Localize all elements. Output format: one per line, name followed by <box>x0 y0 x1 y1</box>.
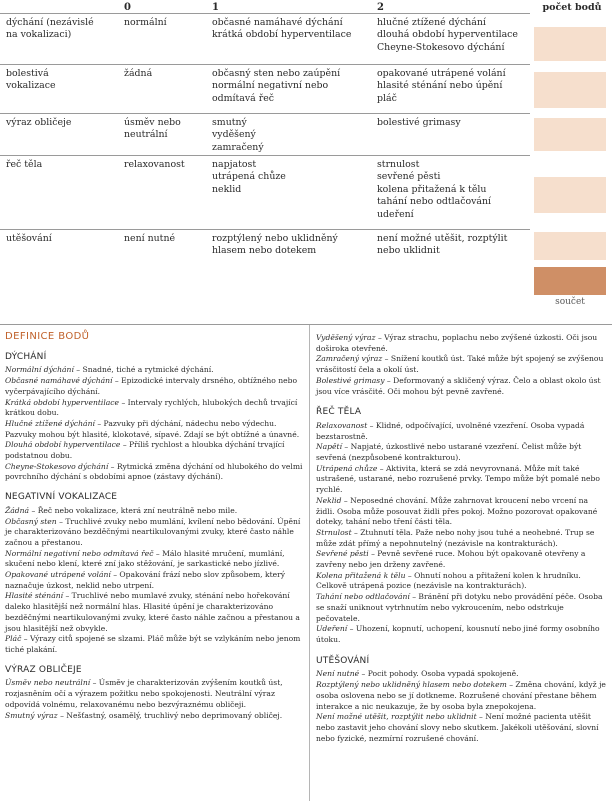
section-heading-negativni-vokalizace: NEGATIVNÍ VOKALIZACE <box>5 492 118 503</box>
definition-entry <box>5 506 305 517</box>
row-score-2: bolestivé grimasy <box>377 117 461 128</box>
definition-text: – Ztuhnutí těla. Paže nebo nohy jsou tuhé a neohebné. Trup se může zdát přímý a nepohnutelný (nezávisle na kontrakturách). <box>316 527 595 548</box>
definition-entry <box>5 376 305 397</box>
definition-entry <box>5 634 305 655</box>
painad-table <box>0 0 612 315</box>
table-row <box>0 229 530 264</box>
definition-text: – Pevně sevřené ruce. Mohou být opakovaně otevřeny a zavřeny nebo jen drženy zavřené. <box>316 549 586 570</box>
definition-text: – Opakování frází nebo slov způsobem, který naznačuje úzkost, neklid nebo utrpení. <box>5 570 286 590</box>
definition-text: – Výrazy citů spojené se slzami. Pláč může být se vzlykáním nebo jenom tiché plakání. <box>5 634 301 654</box>
definition-text: – Napjaté, úzkostlivé nebo ustarané vzezření. Čelist může být sevřená (nezpůsobené kontrakturou). <box>316 442 582 463</box>
definition-text: – Epizodické intervaly drsného, obtížného nebo vyčerpávajícího dýchání. <box>5 376 298 396</box>
definition-entry <box>5 398 305 419</box>
definition-entry <box>5 517 305 549</box>
definition-entry <box>316 624 607 645</box>
definition-term: Není nutné <box>316 669 360 679</box>
definition-text: – Pocit pohody. Osoba vypadá spokojeně. <box>359 669 519 679</box>
definition-text: – Deformovaný a skličený výraz. Čelo a oblast okolo úst jsou více vrásčité. Oči mohou být pevně zavřené. <box>316 375 601 396</box>
definition-text: – Neposedné chování. Může zahrnovat kroucení nebo vrcení na židli. Osoba může posouvat židli přes pokoj. Možno pozorovat opakované doteky, tahání nebo tření části těla. <box>316 495 598 527</box>
definition-entry <box>5 678 305 710</box>
section-heading-utesovani: UTĚŠOVÁNÍ <box>316 655 370 666</box>
definition-term: Smutný výraz <box>5 710 58 720</box>
definition-entry <box>316 442 607 463</box>
definition-text: – Rytmická změna dýchání od hlubokého do velmi povrchního dýchání s obdobími apnoe (zástavy dýchání). <box>5 461 303 482</box>
definition-term: Hlučné ztížené dýchání <box>5 418 95 428</box>
header-points: počet bodů <box>542 2 602 13</box>
definition-entry <box>5 591 305 634</box>
row-score-1: napjatost utrápená chůze neklid <box>212 159 286 195</box>
definition-term: Rozptýlený nebo uklidněný hlasem nebo dotekem <box>316 680 507 690</box>
total-label: součet <box>555 297 585 307</box>
definition-term: Žádná <box>5 505 30 515</box>
definition-term: Úsměv nebo neutrální <box>5 678 91 688</box>
row-score-1: smutný vyděšený zamračený <box>212 117 264 153</box>
table-row <box>0 64 530 114</box>
definition-entry <box>316 421 607 442</box>
row-score-2: hlučné ztížené dýchání dlouhá období hyperventilace Cheyne-Stokesovo dýchání <box>377 17 518 53</box>
column-divider <box>309 325 310 801</box>
table-row <box>0 155 530 230</box>
definition-entry <box>316 354 607 375</box>
definition-text: – Bránění při dotyku nebo provádění péče. Osoba se snaží uniknout vytrhnutím nebo vykroucením, nebo odstrkuje pečovatele. <box>316 592 603 623</box>
definitions-panel <box>0 324 612 801</box>
definitions-title: DEFINICE BODŮ <box>5 331 90 342</box>
definition-entry <box>5 419 305 440</box>
definition-term: Krátká období hyperventilace <box>5 397 120 407</box>
section-heading-dychani: DÝCHÁNÍ <box>5 351 47 362</box>
row-score-1: rozptýlený nebo uklidněný hlasem nebo dotekem <box>212 233 338 257</box>
definition-term: Pláč <box>5 634 22 644</box>
header-score-1: 1 <box>212 2 219 13</box>
row-score-1: občasný sten nebo zaúpění normální negativní nebo odmítavá řeč <box>212 68 341 104</box>
definition-term: Bolestivé grimasy <box>316 375 385 385</box>
score-box[interactable] <box>534 177 606 213</box>
definition-term: Udeření <box>316 624 348 634</box>
header-score-2: 2 <box>377 2 384 13</box>
row-label: utěšování <box>6 233 52 244</box>
definitions-right-column <box>316 325 607 744</box>
row-score-2: opakované utrápené volání hlasité sténání nebo úpění pláč <box>377 68 506 104</box>
definition-text: – Truchlivé nebo mumlavé zvuky, sténání nebo hořekování daleko hlasitější než normální hlas. Hlasité úpění je charakterizováno bezděčnými neartikulovanými zvuky, které často náhle začnou a přestanou a jsou hlasitější než obvykle. <box>5 591 300 633</box>
section-heading-rec-tela: ŘEČ TĚLA <box>316 407 362 418</box>
row-label: výraz obličeje <box>6 117 72 128</box>
row-label: bolestivá vokalizace <box>6 68 56 92</box>
definition-term: Vyděšený výraz <box>316 333 376 342</box>
definition-entry <box>316 571 607 592</box>
row-score-0: normální <box>124 17 167 28</box>
definition-term: Neklid <box>316 495 342 505</box>
definition-text: – Nešťastný, osamělý, truchlivý nebo deprimovaný obličej. <box>57 710 283 720</box>
definition-text: – Změna chování, když je osoba oslovena nebo se jí dotkneme. Rozrušené chování přestane během interakce a nic neukazuje, že by osoba byla znepokojena. <box>316 680 606 711</box>
definition-term: Není možné utěšit, rozptýlit nebo uklidnit <box>316 712 477 722</box>
definition-term: Občasný sten <box>5 516 57 526</box>
definition-term: Tahání nebo odtlačování <box>316 592 410 602</box>
definition-text: – Klidné, odpočívající, uvolněné vzezření. Osoba vypadá bezstarostně. <box>316 420 585 441</box>
definition-entry <box>316 464 607 496</box>
definition-term: Sevřené pěsti <box>316 549 369 559</box>
definition-term: Normální dýchání <box>5 365 74 375</box>
definition-term: Strnulost <box>316 527 352 537</box>
score-box[interactable] <box>534 72 606 108</box>
definition-entry <box>5 570 305 591</box>
definition-text: – Úsměv je charakterizován zvýšením koutků úst, rozjasněním očí a výrazem požitku nebo spokojenosti. Neutrální výraz odpovídá volnému, relaxovanému nebo bezvýraznému obličeji. <box>5 678 283 709</box>
total-score-box[interactable] <box>534 267 606 295</box>
definition-term: Normální negativní nebo odmítavá řeč <box>5 548 154 558</box>
definition-term: Utrápená chůze <box>316 463 378 473</box>
row-score-2: není možné utěšit, rozptýlit nebo uklidnit <box>377 233 508 257</box>
score-box[interactable] <box>534 232 606 260</box>
definition-term: Dlouhá období hyperventilace <box>5 440 121 450</box>
score-box[interactable] <box>534 27 606 61</box>
definition-entry <box>5 549 305 570</box>
definition-text: – Snížení koutků úst. Také může být spojený se zvýšenou vrásčitostí čela a okolí úst. <box>316 354 604 375</box>
definition-text: – Příliš rychlost a hloubka dýchání trvající podstatnou dobu. <box>5 440 285 461</box>
definition-text: – Pazvuky při dýchání, nádechu nebo výdechu. Pazvuky mohou být hlasité, klokotavé, sípavé. Zdají se být obtížné a únavné. <box>5 418 300 439</box>
definition-entry <box>316 669 607 680</box>
definition-entry <box>5 365 305 376</box>
definition-term: Cheyne-Stokesovo dýchání <box>5 461 109 471</box>
row-label: dýchání (nezávislé na vokalizaci) <box>6 17 94 41</box>
definition-entry <box>316 592 607 624</box>
row-label: řeč těla <box>6 159 43 170</box>
definition-text: – Výraz strachu, poplachu nebo zvýšené úzkosti. Oči jsou doširoka otevřené. <box>316 333 598 353</box>
table-row <box>0 13 530 65</box>
row-score-0: relaxovanost <box>124 159 185 170</box>
definition-term: Kolena přitažená k tělu <box>316 570 406 580</box>
row-score-2: strnulost sevřené pěsti kolena přitažená k tělu tahání nebo odtlačování udeření <box>377 159 492 220</box>
definition-text: – Není možné pacienta utěšit nebo zastavit jeho chování slovy nebo skutkem. Jakékoli utěšování, slovní nebo fyzické, nezmírní rozrušené chování. <box>316 712 599 743</box>
definition-entry <box>316 712 607 744</box>
definition-entry <box>316 333 607 354</box>
definition-term: Hlasité sténání <box>5 591 64 601</box>
table-row <box>0 113 530 156</box>
definition-text: – Málo hlasité mručení, mumlání, skučení nebo klení, které zní jako stěžování, je sarkastické nebo jízlivé. <box>5 548 285 569</box>
header-score-0: 0 <box>124 2 131 13</box>
definition-text: – Aktivita, která se zdá nevyrovnaná. Může mít také ustrašené, ustarané, nebo rozrušené prvky. Tempo může být pomalé nebo rychlé. <box>316 463 600 495</box>
row-score-1: občasné namáhavé dýchání krátká období hyperventilace <box>212 17 352 41</box>
definition-term: Zamračený výraz <box>316 354 383 364</box>
definition-term: Opakované utrápené volání <box>5 570 111 580</box>
definition-text: – Uhození, kopnutí, uchopení, kousnutí nebo jiné formy osobního útoku. <box>316 624 600 644</box>
definition-entry <box>316 528 607 549</box>
definition-term: Občasné namáhavé dýchání <box>5 376 113 386</box>
definition-term: Napětí <box>316 442 343 452</box>
definition-text: – Truchlivé zvuky nebo mumlání, kvílení nebo bědování. Úpění je charakterizováno bezděčnými neartikulovanými zvuky, které často náhle začnou a přestanou. <box>5 516 301 547</box>
definition-text: – Snadné, tiché a rytmické dýchání. <box>73 365 214 375</box>
row-score-0: není nutné <box>124 233 176 244</box>
definition-text: – Řeč nebo vokalizace, která zní neutrálně nebo mile. <box>29 505 238 515</box>
definition-entry <box>5 440 305 461</box>
definitions-left-column <box>5 325 305 721</box>
definition-text: – Ohnutí nohou a přitažení kolen k hrudníku. Celkově utrápená pozice (nezávisle na kontrakturách). <box>316 570 581 591</box>
definition-entry <box>316 496 607 528</box>
definition-entry <box>316 549 607 570</box>
definition-entry <box>5 462 305 483</box>
definition-text: – Intervaly rychlých, hlubokých dechů trvající krátkou dobu. <box>5 397 298 418</box>
definition-entry <box>5 711 305 722</box>
row-score-0: žádná <box>124 68 153 79</box>
definition-entry <box>316 376 607 397</box>
section-heading-vyraz-obliceje: VÝRAZ OBLIČEJE <box>5 664 82 675</box>
definition-entry <box>316 680 607 712</box>
definition-term: Relaxovanost <box>316 420 368 430</box>
score-box[interactable] <box>534 118 606 151</box>
row-score-0: úsměv nebo neutrální <box>124 117 181 141</box>
